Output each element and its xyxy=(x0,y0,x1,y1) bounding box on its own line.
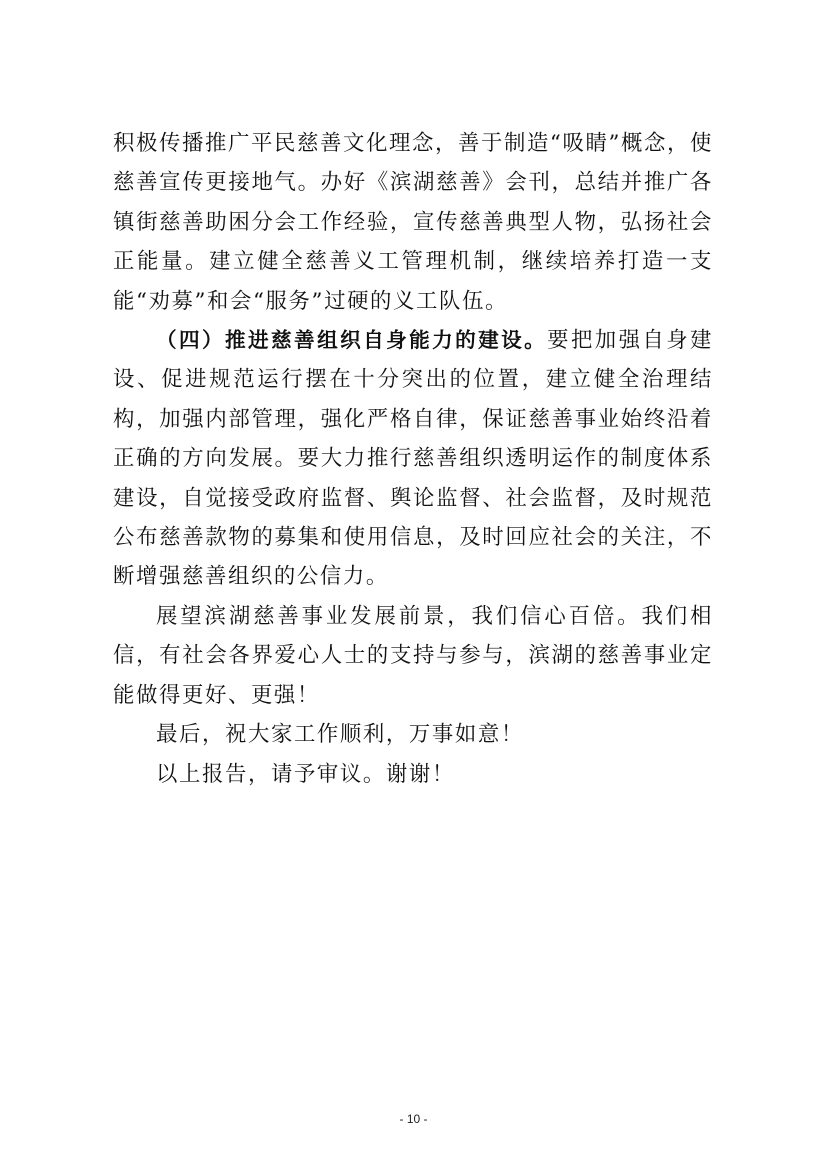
paragraph-text: 积极传播推广平民慈善文化理念，善于制造“吸睛”概念，使慈善宣传更接地气。办好《滨湖慈善》会刊，总结并推广各镇街慈善助困分会工作经验，宣传慈善典型人物，弘扬社会正能量。建立健全慈善义工管理机制，继续培养打造一支能“劝募”和会“服务”过硬的义工队伍。 xyxy=(113,131,713,314)
document-body xyxy=(113,124,713,794)
paragraph-text: 最后，祝大家工作顺利，万事如意！ xyxy=(156,722,524,748)
paragraph-section-four xyxy=(113,321,713,597)
paragraph-closing-thanks xyxy=(113,755,713,794)
section-heading: （四）推进慈善组织自身能力的建设。 xyxy=(156,328,548,353)
page-number: - 10 - xyxy=(399,1112,428,1126)
paragraph-closing-wishes xyxy=(113,715,713,754)
paragraph-text: 以上报告，请予审议。谢谢！ xyxy=(156,761,455,787)
paragraph-outlook xyxy=(113,597,713,715)
paragraph-text: 展望滨湖慈善事业发展前景，我们信心百倍。我们相信，有社会各界爱心人士的支持与参与，滨湖的慈善事业定能做得更好、更强！ xyxy=(113,603,713,708)
paragraph-continuation xyxy=(113,124,713,321)
paragraph-text: 要把加强自身建设、促进规范运行摆在十分突出的位置，建立健全治理结构，加强内部管理，强化严格自律，保证慈善事业始终沿着正确的方向发展。要大力推行慈善组织透明运作的制度体系建设，自觉接受政府监督、舆论监督、社会监督，及时规范公布慈善款物的募集和使用信息，及时回应社会的关注，不断增强慈善组织的公信力。 xyxy=(113,328,714,590)
